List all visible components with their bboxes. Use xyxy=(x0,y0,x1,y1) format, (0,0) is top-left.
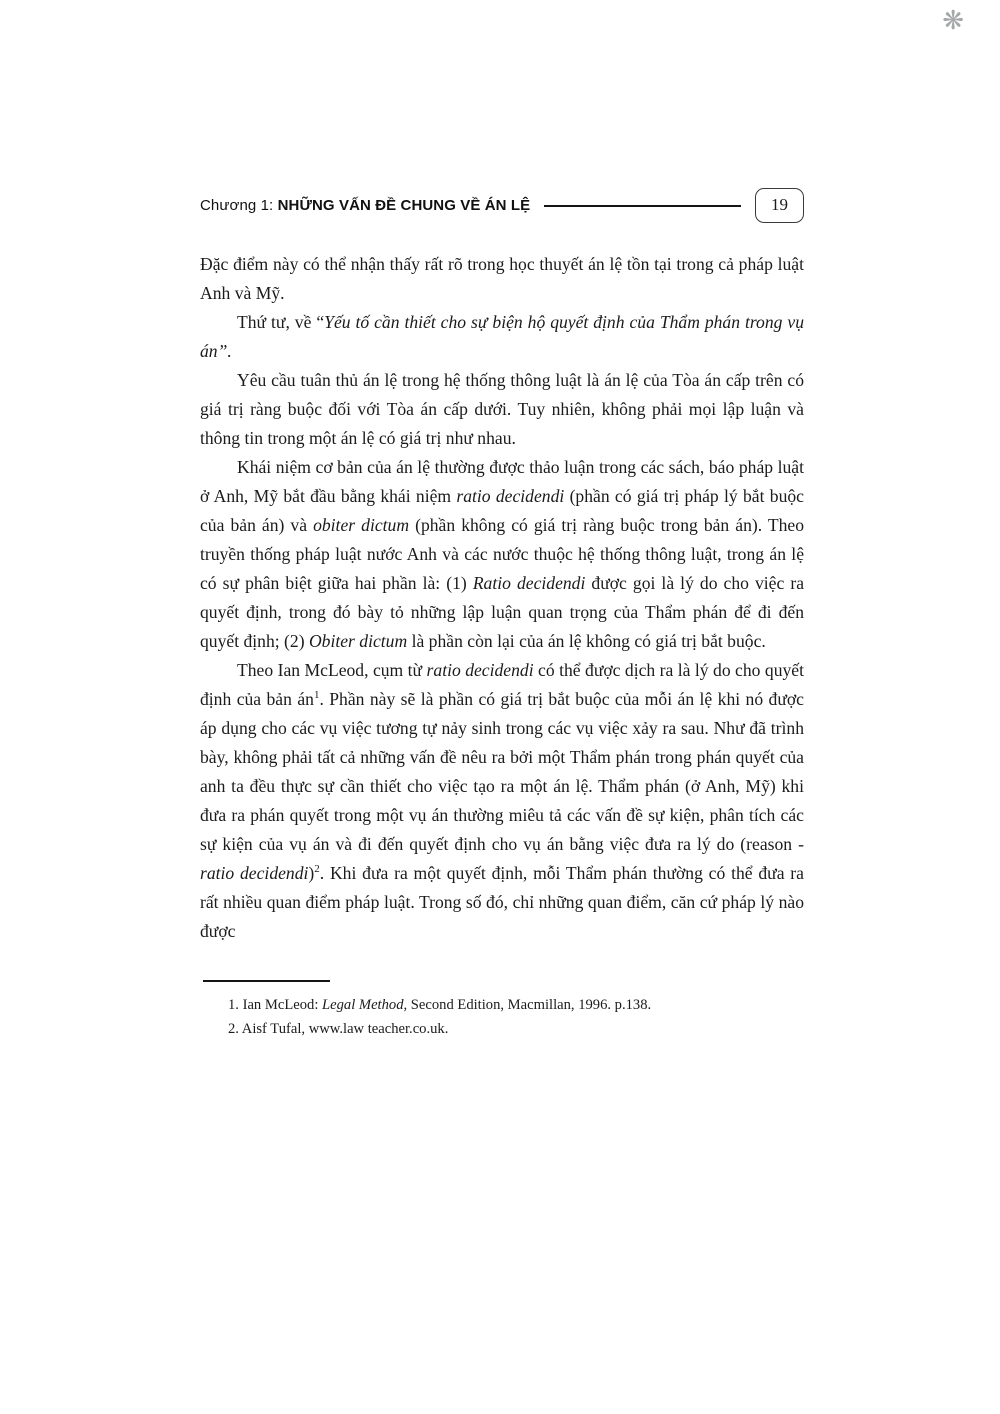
chapter-title: NHỮNG VẤN ĐỀ CHUNG VỀ ÁN LỆ xyxy=(277,197,531,214)
text-segment: (phần có giá trị pháp lý bắt buộc của bản án) và xyxy=(200,486,804,535)
footnote-reference: 2 xyxy=(314,863,320,876)
paragraph xyxy=(200,366,804,453)
page-content xyxy=(200,188,804,1041)
page-number-box xyxy=(755,188,804,223)
text-segment: . Phần này sẽ là phần có giá trị bắt buộc của mỗi án lệ khi nó được áp dụng cho các vụ việc tương tự nảy sinh trong các vụ việc xảy ra sau. Như đã trình bày, không phải tất cả những vấn đề nêu ra bởi một Thẩm phán trong phán quyết của anh ta đều thực sự cần thiết cho việc tạo ra một án lệ. Thẩm phán (ở Anh, Mỹ) khi đưa ra phán quyết trong một vụ án thường miêu tả các vấn đề sự kiện, phân tích các sự kiện của vụ án và đi đến quyết định cho vụ án bằng việc đưa ra lý do (reason - xyxy=(200,689,804,854)
chapter-header xyxy=(200,188,804,223)
paragraph xyxy=(200,250,804,308)
page-number: 19 xyxy=(771,195,788,214)
footnote xyxy=(228,993,804,1017)
text-segment: ratio decidendi xyxy=(200,863,309,883)
paragraph xyxy=(200,453,804,656)
header-rule xyxy=(544,205,741,207)
text-segment: Theo Ian McLeod, cụm từ xyxy=(237,660,427,680)
body-paragraphs xyxy=(200,250,804,946)
text-segment: Obiter dictum xyxy=(308,631,408,651)
text-segment: là phần còn lại của án lệ không có giá trị bắt buộc. xyxy=(407,631,766,651)
footnote-separator xyxy=(203,980,330,982)
text-segment: ratio decidendi xyxy=(456,486,565,506)
text-segment: (phần không có giá trị ràng buộc trong bản án). Theo truyền thống pháp luật nước Anh và các nước thuộc hệ thống thông luật, trong án lệ có sự phân biệt giữa hai phần là: (1) xyxy=(200,515,805,593)
flower-asterisk-icon: ❋ xyxy=(942,6,964,35)
paragraph xyxy=(200,656,804,946)
text-segment: 1. Ian McLeod: xyxy=(228,997,323,1013)
paragraph xyxy=(200,308,804,366)
text-segment: Second Edition, Macmillan, 1996. p.138. xyxy=(407,997,652,1013)
chapter-number: Chương 1: xyxy=(200,197,278,214)
text-segment: Đặc điểm này có thể nhận thấy rất rõ trong học thuyết án lệ tồn tại trong cả pháp luật Anh và Mỹ. xyxy=(200,254,804,303)
chapter-label xyxy=(200,197,530,214)
text-segment: ) xyxy=(308,863,315,883)
footnote xyxy=(228,1017,804,1041)
text-segment: Yêu cầu tuân thủ án lệ trong hệ thống thông luật là án lệ của Tòa án cấp trên có giá trị ràng buộc đối với Tòa án cấp dưới. Tuy nhiên, không phải mọi lập luận và thông tin trong một án lệ có giá trị như nhau. xyxy=(200,370,804,448)
text-segment: Legal Method, xyxy=(322,997,408,1013)
text-segment: ratio decidendi xyxy=(426,660,534,680)
footnote-reference: 1 xyxy=(313,689,320,702)
text-segment: Yếu tố cần thiết cho sự biện hộ quyết định của Thẩm phán trong vụ án”. xyxy=(200,312,804,361)
footnotes xyxy=(200,993,804,1041)
text-segment: 2. Aisf Tufal, www.law teacher.co.uk. xyxy=(228,1021,449,1037)
text-segment: . Khi đưa ra một quyết định, mỗi Thẩm phán thường có thể đưa ra rất nhiều quan điểm pháp luật. Trong số đó, chỉ những quan điểm, căn cứ pháp lý nào được xyxy=(200,863,804,941)
text-segment: được gọi là lý do cho việc ra quyết định, trong đó bày tỏ những lập luận quan trọng của Thẩm phán để đi đến quyết định; (2) xyxy=(200,573,805,651)
text-segment: Thứ tư, về “ xyxy=(237,312,325,332)
text-segment: Khái niệm cơ bản của án lệ thường được thảo luận trong các sách, báo pháp luật ở Anh, Mỹ bắt đầu bằng khái niệm xyxy=(200,457,804,506)
text-segment: Ratio decidendi xyxy=(472,573,586,593)
text-segment: obiter dictum xyxy=(313,515,410,535)
text-segment: có thể được dịch ra là lý do cho quyết định của bản án xyxy=(200,660,804,709)
